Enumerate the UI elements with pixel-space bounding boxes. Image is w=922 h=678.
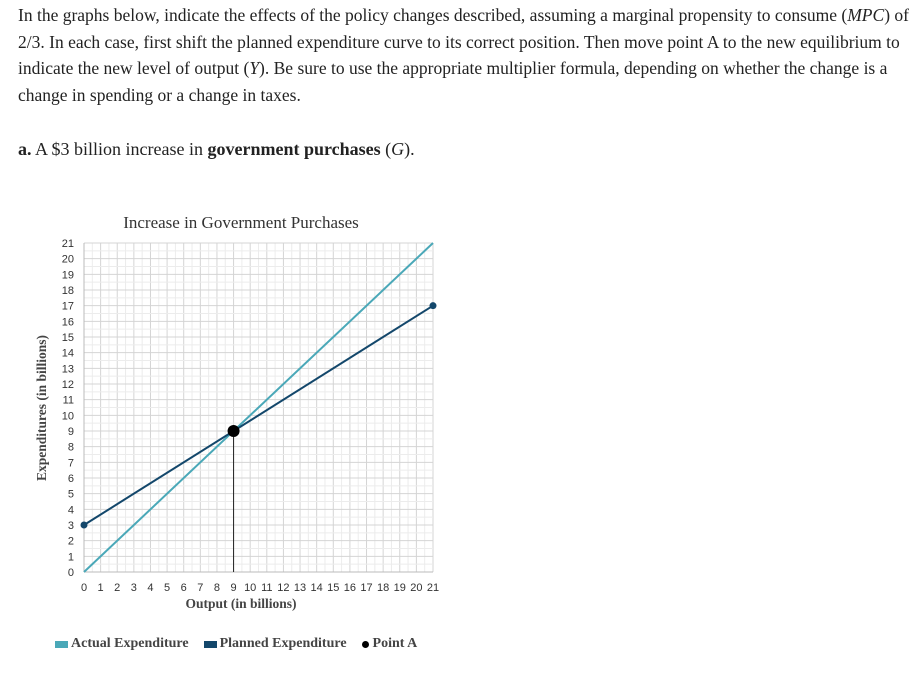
y-tick-label: 16 xyxy=(61,316,74,329)
y-tick-label: 17 xyxy=(61,300,74,313)
y-tick-label: 3 xyxy=(67,520,74,532)
x-tick-label: 15 xyxy=(327,582,340,594)
point-a-marker[interactable] xyxy=(228,425,240,437)
x-tick-label: 9 xyxy=(230,582,237,594)
y-axis-label: Expenditures (in billions) xyxy=(34,334,49,482)
y-tick-label: 10 xyxy=(61,410,74,423)
y-tick-label: 15 xyxy=(61,332,74,344)
legend-label-planned: Planned Expenditure xyxy=(219,636,347,651)
instructions-text: In the graphs below, indicate the effects of the policy changes described, assuming a marginal propensity to consume (MPC) of 2/3. In each case, first shift the planned expenditure curve to its correct position. Then move point A to the new equilibrium to indicate the new level of output (Y). Be sure to use the appropriate multiplier formula, depending on whether the change is a change in spending or a change in taxes. xyxy=(18,5,909,105)
x-tick-label: 17 xyxy=(360,582,373,594)
y-tick-label: 6 xyxy=(67,473,74,485)
y-tick-label: 4 xyxy=(67,504,74,517)
x-tick-label: 18 xyxy=(377,582,390,594)
y-tick-label: 14 xyxy=(61,347,74,360)
y-tick-label: 19 xyxy=(61,269,74,282)
y-tick-label: 18 xyxy=(61,285,74,297)
x-tick-label: 6 xyxy=(180,582,187,594)
x-tick-label: 1 xyxy=(97,582,104,594)
y-tick-label: 13 xyxy=(61,363,74,376)
x-tick-label: 11 xyxy=(261,582,273,594)
y-tick-label: 7 xyxy=(67,457,74,470)
y-tick-label: 0 xyxy=(67,567,74,579)
y-tick-label: 12 xyxy=(61,379,74,391)
x-tick-label: 8 xyxy=(213,582,221,594)
x-tick-label: 2 xyxy=(114,582,121,594)
x-tick-label: 13 xyxy=(293,582,307,594)
y-tick-label: 1 xyxy=(67,551,74,564)
x-tick-label: 20 xyxy=(410,582,423,594)
x-tick-label: 10 xyxy=(244,582,257,594)
x-tick-label: 19 xyxy=(393,582,406,594)
legend-item-planned xyxy=(204,636,347,652)
legend-item-point-a xyxy=(362,636,418,652)
legend-label-actual: Actual Expenditure xyxy=(71,636,189,651)
x-tick-label: 12 xyxy=(277,582,290,594)
x-tick-label: 5 xyxy=(164,582,171,594)
y-tick-label: 21 xyxy=(61,238,74,250)
x-tick-label: 0 xyxy=(80,582,88,594)
legend-dot-point-a xyxy=(362,641,369,648)
y-tick-label: 8 xyxy=(67,441,74,454)
x-tick-label: 4 xyxy=(147,582,154,594)
planned-expenditure-handle[interactable] xyxy=(430,302,437,309)
x-tick-label: 3 xyxy=(130,582,137,594)
y-tick-label: 9 xyxy=(67,426,74,438)
y-tick-label: 5 xyxy=(67,488,74,501)
planned-expenditure-handle[interactable] xyxy=(81,522,88,529)
chart-title: Increase in Government Purchases xyxy=(123,213,359,232)
legend-item-actual xyxy=(55,636,189,652)
x-tick-label: 16 xyxy=(343,582,357,594)
x-tick-label: 7 xyxy=(197,582,204,594)
y-tick-label: 2 xyxy=(67,535,74,548)
legend-swatch-actual xyxy=(55,641,68,648)
y-tick-label: 11 xyxy=(62,394,74,407)
chart-legend xyxy=(55,636,432,652)
legend-label-point-a: Point A xyxy=(372,636,418,651)
question-a: a. A $3 billion increase in government purchases (G). xyxy=(18,139,415,159)
legend-swatch-planned xyxy=(204,641,217,648)
x-axis-label: Output (in billions) xyxy=(185,596,297,611)
y-tick-label: 20 xyxy=(61,253,74,266)
x-tick-label: 21 xyxy=(426,582,440,594)
x-tick-label: 14 xyxy=(310,582,323,594)
